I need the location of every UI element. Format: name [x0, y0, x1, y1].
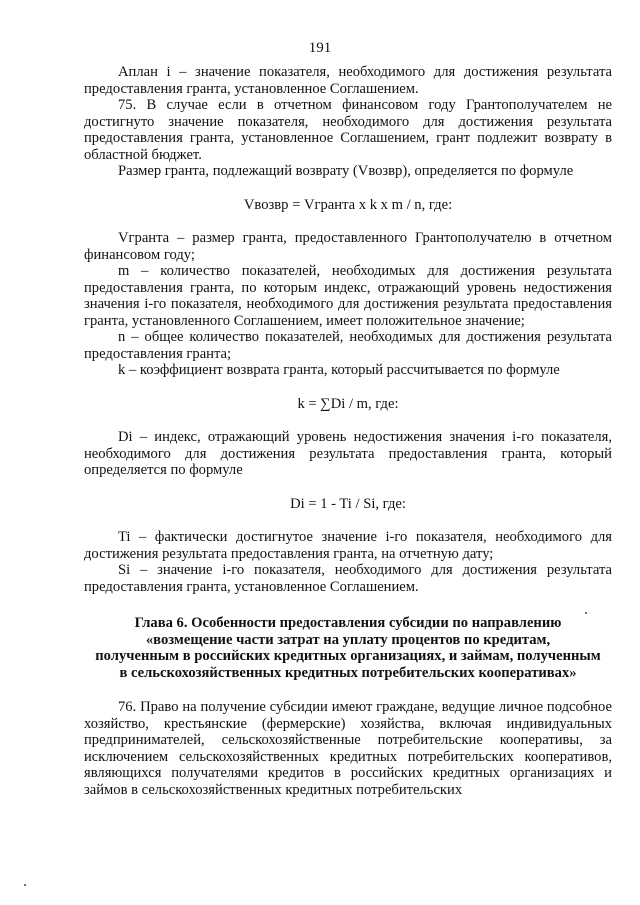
paragraph: 75. В случае если в отчетном финансовом году Грантополучателем не достигнуто значение показателя, необходимого для достижения результата предоставления гранта, установленное Соглашением, грант подлежит возврату в областной бюджет.: [84, 97, 612, 163]
chapter-heading: [84, 615, 612, 681]
definition: Di – индекс, отражающий уровень недостижения значения i-го показателя, необходимого для достижения результата предоставления гранта, который определяется по формуле: [84, 429, 612, 478]
chapter-heading-line: Глава 6. Особенности предоставления субсидии по направлению: [134, 615, 562, 631]
definition: m – количество показателей, необходимых для достижения результата предоставления гранта, по которым индекс, отражающий уровень недостижения значения i-го показателя, необходимого для достижения результата предоставления гранта, установленного Соглашением, имеет положительное значение;: [84, 263, 612, 329]
formula-k: k = ∑Di / m, где:: [297, 395, 399, 412]
paragraph: Аплан i – значение показателя, необходимого для достижения результата предоставления гранта, установленное Соглашением.: [84, 64, 612, 97]
scan-speck: [585, 612, 587, 614]
chapter-heading-line: «возмещение части затрат на уплату процентов по кредитам,: [145, 631, 551, 648]
definition: k – коэффициент возврата гранта, который рассчитывается по формуле: [118, 362, 560, 378]
paragraph: 76. Право на получение субсидии имеют граждане, ведущие личное подсобное хозяйство, крестьянские (фермерские) хозяйства, включая индивидуальных предпринимателей, сельскохозяйственные потребительские кооперативы, за исключением сельскохозяйственных кредитных потребительских кооперативов, являющихся получателями кредитов в российских кредитных организациях и займов в сельскохозяйственных кредитных потребительских: [84, 699, 612, 798]
paragraph: Размер гранта, подлежащий возврату (Vвозвр), определяется по формуле: [118, 163, 574, 179]
document-body: [84, 64, 612, 798]
definition: Ti – фактически достигнутое значение i-го показателя, необходимого для достижения результата предоставления гранта, на отчетную дату;: [84, 529, 612, 562]
definition: n – общее количество показателей, необходимых для достижения результата предоставления гранта;: [84, 329, 612, 362]
chapter-heading-line: в сельскохозяйственных кредитных потребительских кооперативах»: [119, 664, 577, 681]
formula-vvozvr: Vвозвр = Vгранта x k x m / n, где:: [243, 196, 453, 213]
page-number: 191: [308, 40, 332, 56]
definition: Si – значение i-го показателя, необходимого для достижения результата предоставления гранта, установленное Соглашением.: [84, 562, 612, 595]
scan-speck: [24, 884, 26, 886]
formula-di: Di = 1 - Ti / Si, где:: [290, 495, 406, 512]
definition: Vгранта – размер гранта, предоставленного Грантополучателю в отчетном финансовом году;: [84, 230, 612, 263]
chapter-heading-line: полученным в российских кредитных организациях, и займам, полученным: [95, 648, 601, 664]
